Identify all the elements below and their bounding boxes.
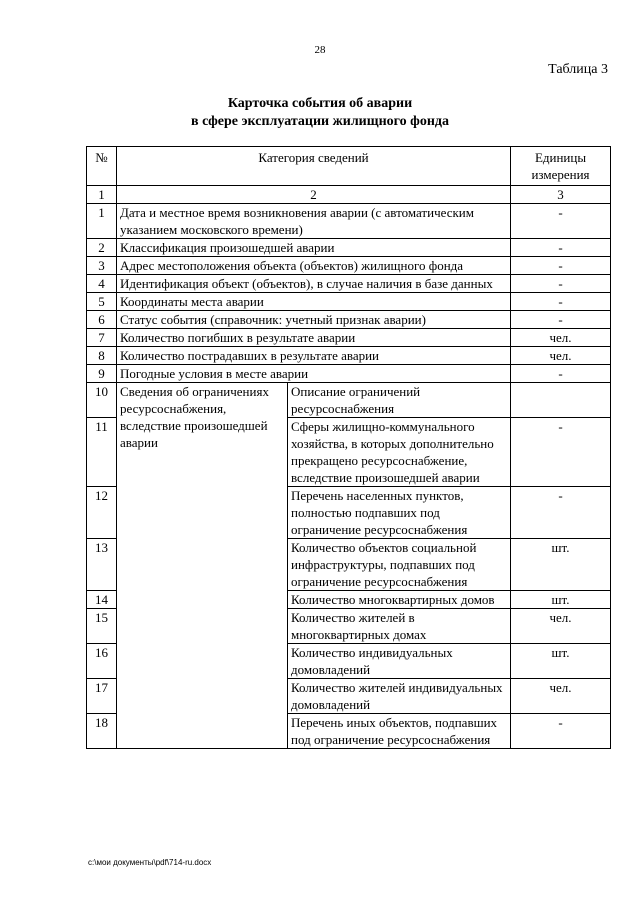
row-detail: Количество жителей в многоквартирных домах — [288, 609, 511, 644]
row-detail: Количество объектов социальной инфраструктуры, подпавших под ограничение ресурсоснабжения — [288, 539, 511, 591]
row-unit: - — [511, 365, 611, 383]
row-category: Идентификация объект (объектов), в случае наличия в базе данных — [117, 275, 511, 293]
row-number: 15 — [87, 609, 117, 644]
table-row — [87, 365, 611, 383]
row-unit: - — [511, 204, 611, 239]
file-path-footer: c:\мои документы\pdf\714-ru.docx — [88, 858, 212, 867]
table-label: Таблица 3 — [548, 62, 608, 77]
row-category: Количество погибших в результате аварии — [117, 329, 511, 347]
row-unit: - — [511, 275, 611, 293]
row-unit: - — [511, 293, 611, 311]
row-category: Классификация произошедшей аварии — [117, 239, 511, 257]
row-unit: чел. — [511, 329, 611, 347]
resource-restriction-group-label: Сведения об ограничениях ресурсоснабжения, вследствие произошедшей аварии — [117, 383, 288, 749]
row-number: 1 — [87, 204, 117, 239]
table-row — [87, 239, 611, 257]
row-unit: - — [511, 418, 611, 487]
table-row — [87, 204, 611, 239]
accident-card-table — [86, 146, 611, 749]
row-number: 6 — [87, 311, 117, 329]
row-unit: шт. — [511, 591, 611, 609]
row-unit: - — [511, 311, 611, 329]
table-row — [87, 347, 611, 365]
row-unit: чел. — [511, 609, 611, 644]
row-category: Координаты места аварии — [117, 293, 511, 311]
header-num: № — [87, 147, 117, 186]
row-number: 14 — [87, 591, 117, 609]
header-category: Категория сведений — [117, 147, 511, 186]
row-detail: Перечень иных объектов, подпавших под ограничение ресурсоснабжения — [288, 714, 511, 749]
row-detail: Количество индивидуальных домовладений — [288, 644, 511, 679]
column-number: 1 — [87, 186, 117, 204]
row-number: 2 — [87, 239, 117, 257]
row-number: 10 — [87, 383, 117, 418]
row-detail: Количество жителей индивидуальных домовладений — [288, 679, 511, 714]
row-category: Адрес местоположения объекта (объектов) жилищного фонда — [117, 257, 511, 275]
row-unit: - — [511, 257, 611, 275]
row-number: 16 — [87, 644, 117, 679]
title-line-1: Карточка события об аварии — [227, 96, 413, 111]
header-row — [87, 147, 611, 186]
table-row — [87, 311, 611, 329]
column-number: 2 — [117, 186, 511, 204]
row-number: 12 — [87, 487, 117, 539]
row-number: 17 — [87, 679, 117, 714]
title-line-2: в сфере эксплуатации жилищного фонда — [191, 114, 449, 129]
header-units — [511, 147, 611, 186]
row-unit: - — [511, 239, 611, 257]
row-number: 9 — [87, 365, 117, 383]
table-row — [87, 257, 611, 275]
row-category: Дата и местное время возникновения аварии (с автоматическим указанием московского времени) — [117, 204, 511, 239]
row-number: 18 — [87, 714, 117, 749]
row-category: Погодные условия в месте аварии — [117, 365, 511, 383]
page-number: 28 — [314, 44, 326, 56]
row-detail: Сферы жилищно-коммунального хозяйства, в которых дополнительно прекращено ресурсоснабжение, вследствие произошедшей аварии — [288, 418, 511, 487]
row-unit: шт. — [511, 644, 611, 679]
row-unit: шт. — [511, 539, 611, 591]
row-unit: - — [511, 714, 611, 749]
row-number: 8 — [87, 347, 117, 365]
table-row — [87, 293, 611, 311]
row-number: 7 — [87, 329, 117, 347]
table-title — [0, 95, 640, 131]
header-units-line-2: измерения — [531, 167, 590, 182]
row-unit: чел. — [511, 679, 611, 714]
row-category: Статус события (справочник: учетный признак аварии) — [117, 311, 511, 329]
row-number: 5 — [87, 293, 117, 311]
header-units-line-1: Единицы — [534, 150, 587, 165]
row-detail: Количество многоквартирных домов — [288, 591, 511, 609]
row-detail: Описание ограничений ресурсоснабжения — [288, 383, 511, 418]
row-unit: - — [511, 487, 611, 539]
row-number: 3 — [87, 257, 117, 275]
table-row — [87, 329, 611, 347]
row-number: 11 — [87, 418, 117, 487]
table-row — [87, 275, 611, 293]
row-detail: Перечень населенных пунктов, полностью подпавших под ограничение ресурсоснабжения — [288, 487, 511, 539]
row-number: 4 — [87, 275, 117, 293]
row-unit: чел. — [511, 347, 611, 365]
row-number: 13 — [87, 539, 117, 591]
column-number: 3 — [511, 186, 611, 204]
table-row — [87, 383, 611, 418]
column-number-row — [87, 186, 611, 204]
row-unit — [511, 383, 611, 418]
row-category: Количество пострадавших в результате аварии — [117, 347, 511, 365]
